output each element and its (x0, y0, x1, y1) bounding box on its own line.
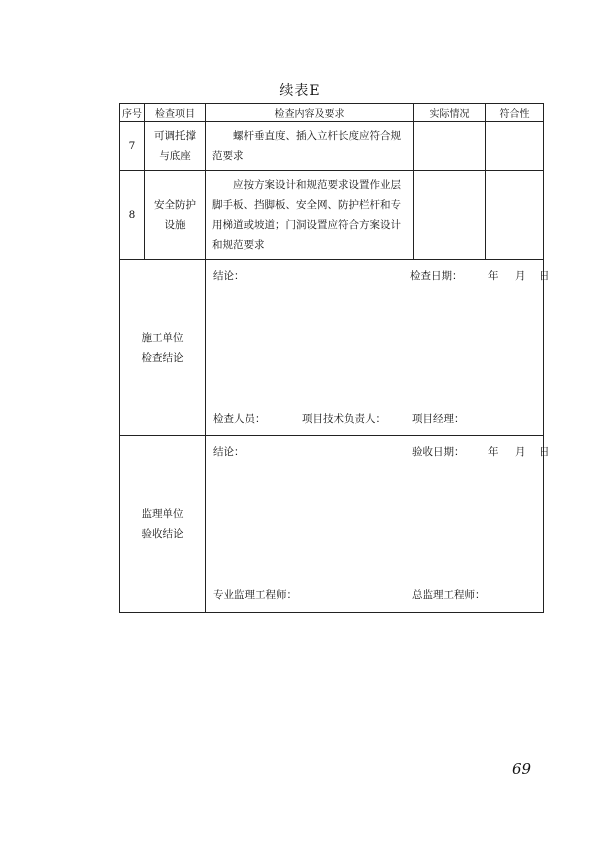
construction-inspector-label: 检查人员： (213, 413, 266, 425)
supervision-label (120, 436, 206, 613)
supervision-month: 月 (515, 446, 526, 458)
header-row (120, 104, 544, 122)
row-conform[interactable] (486, 171, 544, 260)
row-item-line: 与底座 (159, 150, 191, 162)
row-item-line: 安全防护 (154, 199, 196, 211)
construction-day: 日 (539, 270, 550, 282)
construction-label (120, 260, 206, 436)
row-actual[interactable] (414, 171, 486, 260)
construction-conclusion-row (120, 260, 544, 436)
col-header-actual: 实际情况 (414, 104, 486, 122)
supervision-day: 日 (539, 446, 550, 458)
col-header-item: 检查项目 (145, 104, 206, 122)
row-item-line: 设施 (164, 219, 186, 231)
row-content: 应按方案设计和规范要求设置作业层脚手板、挡脚板、安全网、防护栏杆和专用梯道或坡道；门洞设置应符合方案设计和规范要求 (206, 171, 414, 260)
row-no: 7 (120, 122, 145, 171)
row-item (145, 171, 206, 260)
construction-year: 年 (488, 270, 499, 282)
supervision-conclusion-label: 结论： (213, 446, 245, 458)
construction-date-label: 检查日期： (410, 270, 463, 282)
row-item-line: 可调托撑 (154, 130, 196, 142)
col-header-content: 检查内容及要求 (206, 104, 414, 122)
supervision-chief-label: 总监理工程师： (412, 589, 486, 601)
construction-tech-lead-label: 项目技术负责人： (302, 413, 386, 425)
table-title: 续表E (279, 83, 321, 99)
table-row (120, 122, 544, 171)
supervision-date-label: 验收日期： (412, 446, 465, 458)
construction-label-line: 施工单位 (141, 331, 184, 344)
row-conform[interactable] (486, 122, 544, 171)
construction-label-line: 检查结论 (141, 351, 184, 364)
supervision-year: 年 (488, 446, 499, 458)
construction-conclusion-cell[interactable] (206, 260, 550, 436)
row-item (145, 122, 206, 171)
supervision-label-line: 监理单位 (141, 508, 184, 520)
supervision-engineer-label: 专业监理工程师： (213, 589, 297, 601)
construction-conclusion-label: 结论： (213, 270, 245, 282)
col-header-no: 序号 (120, 104, 145, 122)
supervision-conclusion-row (120, 436, 544, 613)
inspection-table (119, 103, 550, 613)
row-content: 螺杆垂直度、插入立杆长度应符合规范要求 (206, 122, 414, 171)
construction-manager-label: 项目经理： (412, 413, 465, 425)
col-header-conform: 符合性 (486, 104, 544, 122)
page-number: 69 (512, 760, 532, 778)
row-actual[interactable] (414, 122, 486, 171)
table-row (120, 171, 544, 260)
supervision-label-line: 验收结论 (141, 528, 184, 540)
row-no: 8 (120, 171, 145, 260)
supervision-conclusion-cell[interactable] (206, 436, 550, 613)
construction-month: 月 (515, 270, 526, 282)
